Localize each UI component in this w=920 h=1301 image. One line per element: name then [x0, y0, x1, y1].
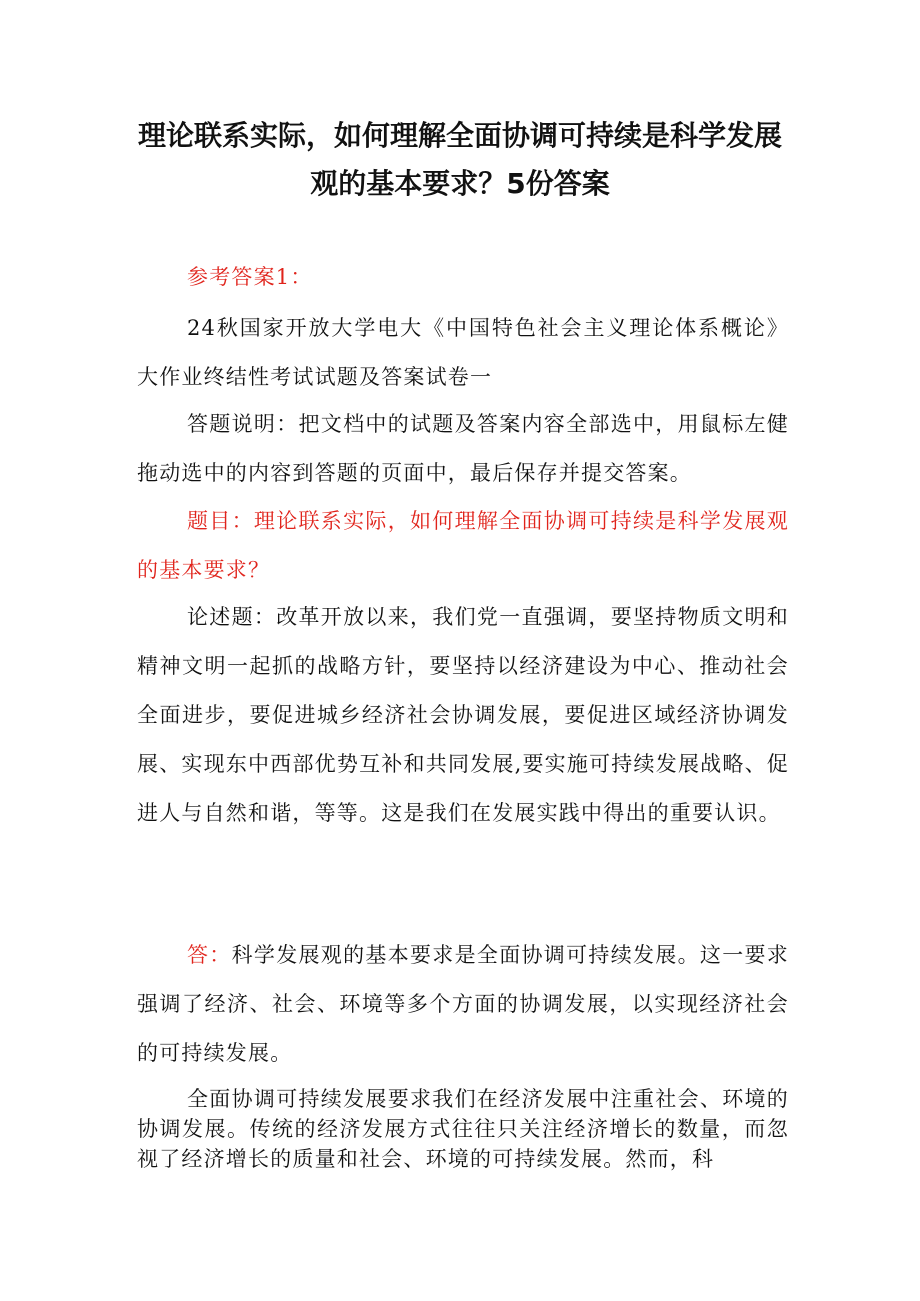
instructions-paragraph: 答题说明：把文档中的试题及答案内容全部选中，用鼠标左健拖动选中的内容到答题的页面中，最后保存并提交答案。	[137, 412, 789, 485]
question-paragraph: 题目：理论联系实际，如何理解全面协调可持续是科学发展观的基本要求？	[137, 509, 789, 582]
title-line-2: 观的基本要求？5份答案	[310, 167, 610, 200]
title-line-1: 理论联系实际，如何理解全面协调可持续是科学发展	[137, 119, 782, 152]
intro-paragraph: 24秋国家开放大学电大《中国特色社会主义理论体系概论》大作业终结性考试试题及答案试卷一	[137, 316, 789, 389]
answer-label: 参考答案1：	[187, 265, 313, 289]
essay-paragraph: 论述题：改革开放以来，我们党一直强调，要坚持物质文明和精神文明一起抓的战略方针，要坚持以经济建设为中心、推动社会全面进步，要促进城乡经济社会协调发展，要促进区域经济协调发展、实现东中西部优势互补和共同发展,要实施可持续发展战略、促进人与自然和谐，等等。这是我们在发展实践中得出的重要认识。	[137, 605, 789, 825]
document-title	[130, 112, 790, 208]
answer-text: 科学发展观的基本要求是全面协调可持续发展。这一要求强调了经济、社会、环境等多个方面的协调发展，以实现经济社会的可持续发展。	[137, 943, 790, 1065]
answer-paragraph	[137, 931, 789, 1078]
paragraph-2: 全面协调可持续发展要求我们在经济发展中注重社会、环境的协调发展。传统的经济发展方式往往只关注经济增长的数量，而忽视了经济增长的质量和社会、环境的可持续发展。然而，科	[137, 1087, 789, 1171]
answer-prefix: 答：	[187, 943, 232, 967]
